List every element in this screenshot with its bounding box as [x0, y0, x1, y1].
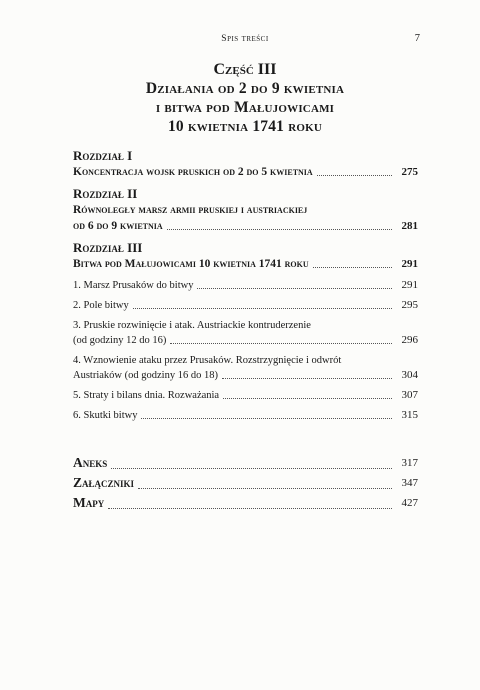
chapter-1 — [73, 148, 418, 180]
toc-entry[interactable] — [73, 218, 418, 234]
chapter-label: Rozdział III — [73, 240, 143, 255]
page-ref: 291 — [401, 258, 418, 270]
dot-leader — [133, 308, 392, 309]
page-ref: 296 — [401, 334, 418, 346]
chapter-label: Rozdział I — [73, 148, 133, 163]
subsection-entry — [73, 353, 418, 383]
dot-leader — [170, 343, 392, 344]
dot-leader — [167, 229, 392, 230]
toc-entry[interactable] — [73, 278, 418, 293]
subsection-entry — [73, 298, 418, 313]
page-ref: 281 — [401, 220, 418, 232]
subsections — [73, 278, 418, 423]
subsection-title-line: 3. Pruskie rozwinięcie i atak. Austriackie kontruderzenie — [73, 320, 311, 331]
part-label: Część III — [213, 61, 277, 78]
dot-leader — [317, 175, 392, 176]
toc-entry-aneks[interactable] — [73, 453, 418, 473]
part-title-line: Działania od 2 do 9 kwietnia — [145, 80, 345, 97]
page-ref: 275 — [401, 166, 418, 178]
dot-leader — [197, 288, 392, 289]
toc-entry[interactable] — [73, 333, 418, 348]
chapter-title: Koncentracja wojsk pruskich od 2 do 5 kwietnia — [73, 166, 313, 178]
page-ref: 347 — [401, 477, 418, 489]
chapter-title: Bitwa pod Małujowicami 10 kwietnia 1741 roku — [73, 258, 309, 270]
page-ref: 317 — [401, 457, 418, 469]
subsection-entry — [73, 318, 418, 348]
subsection-title: 6. Skutki bitwy — [73, 410, 138, 421]
chapter-3 — [73, 240, 418, 272]
dot-leader — [223, 398, 392, 399]
appendix-title: Aneks — [73, 455, 108, 470]
dot-leader — [138, 488, 392, 489]
dot-leader — [313, 267, 392, 268]
toc-entry[interactable] — [73, 388, 418, 403]
subsection-title-line: 4. Wznowienie ataku przez Prusaków. Rozstrzygnięcie i odwrót — [73, 355, 342, 366]
dot-leader — [222, 378, 392, 379]
subsection-title: Austriaków (od godziny 16 do 18) — [73, 370, 218, 381]
subsection-title: 1. Marsz Prusaków do bitwy — [73, 280, 194, 291]
subsection-title: (od godziny 12 do 16) — [73, 335, 167, 346]
toc-entry-mapy[interactable] — [73, 493, 418, 513]
chapter-title-line: Równoległy marsz armii pruskiej i austriackiej — [73, 204, 308, 216]
appendix-title: Załączniki — [73, 475, 135, 490]
toc-entry[interactable] — [73, 408, 418, 423]
page-number: 7 — [414, 33, 420, 44]
page-ref: 307 — [401, 389, 418, 401]
toc-entry[interactable] — [73, 164, 418, 180]
part-heading — [70, 60, 420, 136]
table-of-contents — [73, 148, 418, 513]
toc-entry[interactable] — [73, 256, 418, 272]
page-ref: 427 — [401, 497, 418, 509]
dot-leader — [108, 508, 392, 509]
chapter-title: od 6 do 9 kwietnia — [73, 220, 163, 232]
dot-leader — [111, 468, 392, 469]
page-ref: 315 — [401, 409, 418, 421]
subsection-entry — [73, 408, 418, 423]
subsection-entry — [73, 278, 418, 293]
page-ref: 291 — [401, 279, 418, 291]
part-title-line: 10 kwietnia 1741 roku — [167, 118, 322, 135]
appendix-title: Mapy — [73, 495, 105, 510]
chapter-2 — [73, 186, 418, 234]
page-ref: 304 — [401, 369, 418, 381]
subsection-entry — [73, 388, 418, 403]
subsection-title: 5. Straty i bilans dnia. Rozważania — [73, 390, 220, 401]
toc-entry[interactable] — [73, 298, 418, 313]
chapter-label: Rozdział II — [73, 186, 138, 201]
page-ref: 295 — [401, 299, 418, 311]
toc-entry-zalaczniki[interactable] — [73, 473, 418, 493]
running-title: Spis treści — [221, 34, 269, 44]
subsection-title: 2. Pole bitwy — [73, 300, 129, 311]
dot-leader — [141, 418, 392, 419]
appendices — [73, 453, 418, 513]
toc-entry[interactable] — [73, 368, 418, 383]
part-title-line: i bitwa pod Małujowicami — [155, 99, 335, 116]
